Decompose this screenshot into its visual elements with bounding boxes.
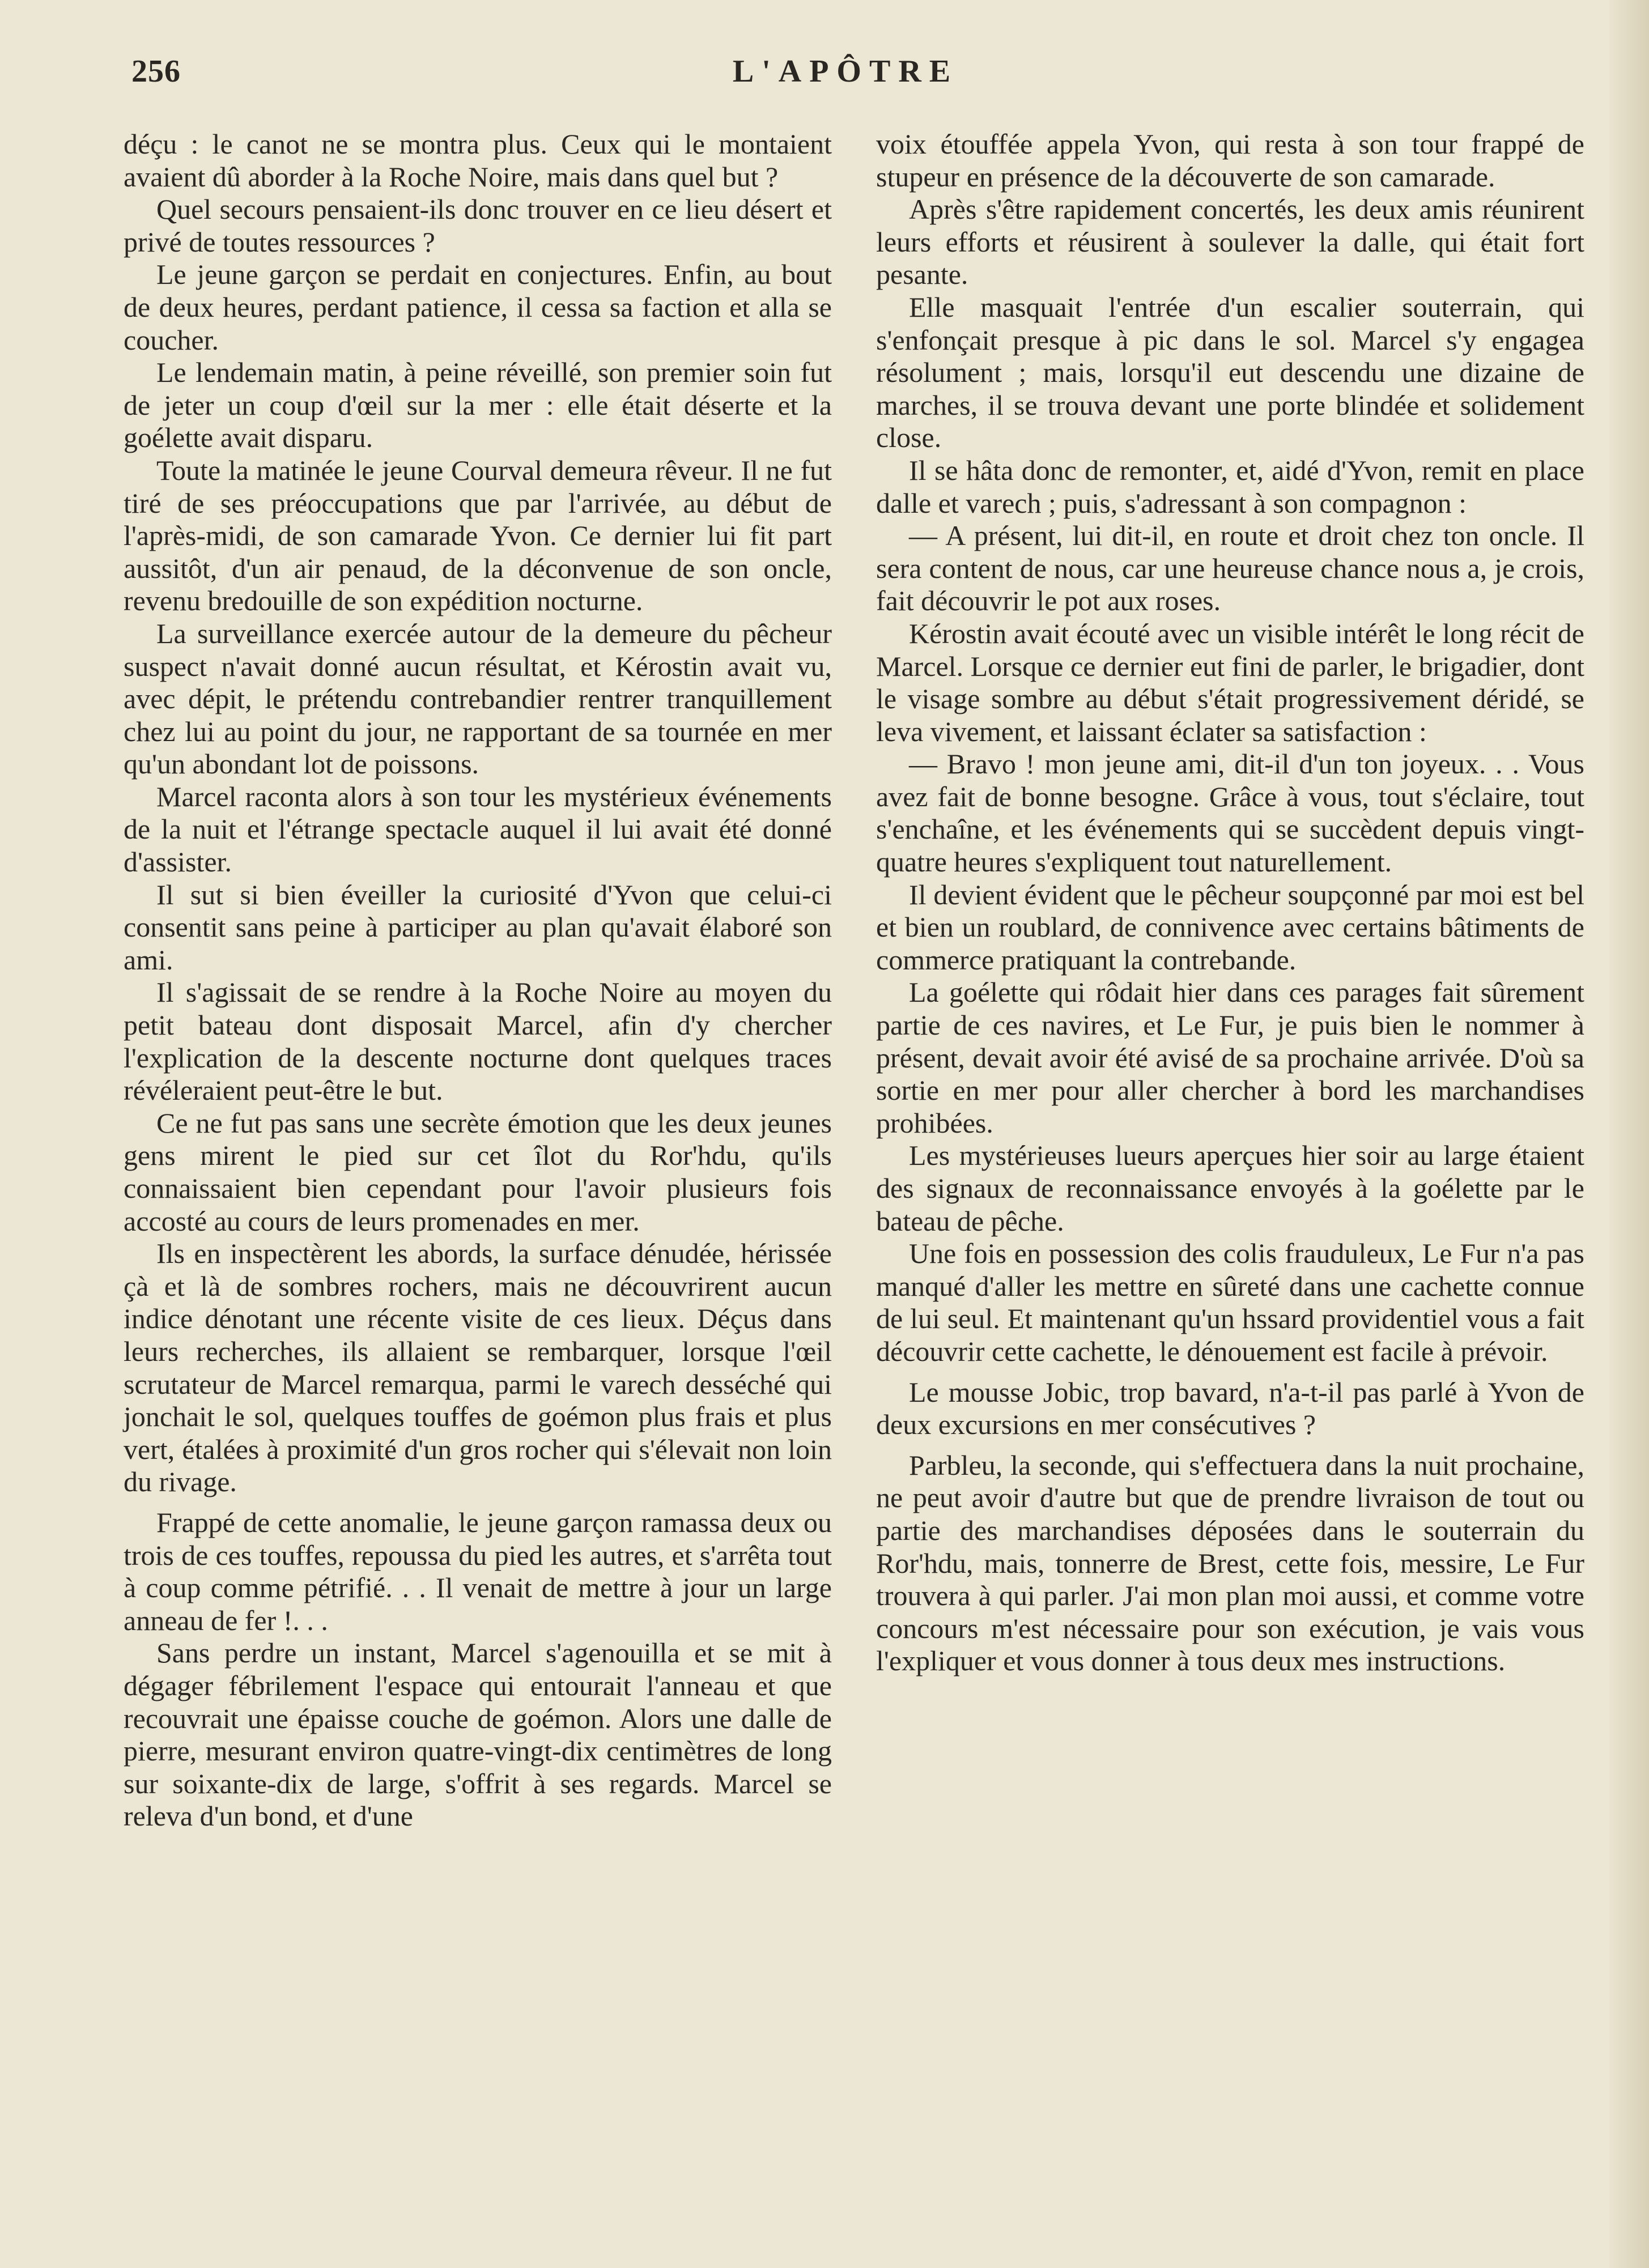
paragraph: Ce ne fut pas sans une secrète émotion que les deux jeunes gens mirent le pied sur cet îlot du Ror'hdu, qu'ils connaissaient bien cependant pour l'avoir plusieurs fois accosté au cours de leurs promenades en mer. (124, 1107, 832, 1237)
left-column (124, 128, 832, 1833)
paragraph: Il se hâta donc de remonter, et, aidé d'Yvon, remit en place dalle et varech ; puis, s'adressant à son compagnon : (876, 454, 1584, 519)
dialogue-paragraph: — A présent, lui dit-il, en route et droit chez ton oncle. Il sera content de nous, car une heureuse chance nous a, je crois, fait découvrir le pot aux roses. (876, 520, 1584, 617)
right-column (876, 128, 1584, 1678)
paragraph: Une fois en possession des colis frauduleux, Le Fur n'a pas manqué d'aller les mettre en sûreté dans une cachette connue de lui seul. Et maintenant qu'un hssard providentiel vous a fait découvrir cette cachette, le dénouement est facile à prévoir. (876, 1237, 1584, 1367)
paragraph: Le lendemain matin, à peine réveillé, son premier soin fut de jeter un coup d'œil sur la mer : elle était déserte et la goélette avait disparu. (124, 356, 832, 454)
paragraph: Le mousse Jobic, trop bavard, n'a-t-il pas parlé à Yvon de deux excursions en mer consécutives ? (876, 1376, 1584, 1441)
paragraph: La surveillance exercée autour de la demeure du pêcheur suspect n'avait donné aucun résultat, et Kérostin avait vu, avec dépit, le prétendu contrebandier rentrer tranquillement chez lui au point du jour, ne rapportant de sa tournée en mer qu'un abondant lot de poissons. (124, 617, 832, 780)
page-header (131, 50, 1559, 101)
paragraph: Ils en inspectèrent les abords, la surface dénudée, hérissée çà et là de sombres rochers, mais ne découvrirent aucun indice dénotant une récente visite de ces lieux. Déçus dans leurs recherches, ils allaient se rembarquer, lorsque l'œil scrutateur de Marcel remarqua, parmi le varech desséché qui jonchait le sol, quelques touffes de goémon plus frais et plus vert, étalées à proximité d'un gros rocher qui s'élevait non loin du rivage. (124, 1237, 832, 1498)
paragraph: Quel secours pensaient-ils donc trouver en ce lieu désert et privé de toutes ressources ? (124, 193, 832, 258)
paragraph: Les mystérieuses lueurs aperçues hier soir au large étaient des signaux de reconnaissance envoyés à la goélette par le bateau de pêche. (876, 1139, 1584, 1237)
paragraph: Il s'agissait de se rendre à la Roche Noire au moyen du petit bateau dont disposait Marcel, afin d'y chercher l'explication de la descente nocturne dont quelques traces révéleraient peut-être le but. (124, 976, 832, 1107)
page-edge-shadow (1609, 0, 1649, 2268)
paragraph: Parbleu, la seconde, qui s'effectuera dans la nuit prochaine, ne peut avoir d'autre but que de prendre livraison de tout ou partie des marchandises déposées dans le souterrain du Ror'hdu, mais, tonnerre de Brest, cette fois, messire, Le Fur trouvera à qui parler. J'ai mon plan moi aussi, et comme votre concours m'est nécessaire pour son exécution, je vais vous l'expliquer et vous donner à tous deux mes instructions. (876, 1449, 1584, 1677)
dialogue-paragraph: — Bravo ! mon jeune ami, dit-il d'un ton joyeux. . . Vous avez fait de bonne besogne. Grâce à vous, tout s'éclaire, tout s'enchaîne, et les événements qui se succèdent depuis vingt-quatre heures s'expliquent tout naturellement. (876, 748, 1584, 878)
paragraph: Elle masquait l'entrée d'un escalier souterrain, qui s'enfonçait presque à pic dans le sol. Marcel s'y engagea résolument ; mais, lorsqu'il eut descendu une dizaine de marches, il se trouva devant une porte blindée et solidement close. (876, 291, 1584, 454)
paragraph: Kérostin avait écouté avec un visible intérêt le long récit de Marcel. Lorsque ce dernier eut fini de parler, le brigadier, dont le visage sombre au début s'était progressivement déridé, se leva vivement, et laissant éclater sa satisfaction : (876, 617, 1584, 747)
paragraph: La goélette qui rôdait hier dans ces parages fait sûrement partie de ces navires, et Le Fur, je puis bien le nommer à présent, devait avoir été avisé de sa prochaine arrivée. D'où sa sortie en mer pour aller chercher à bord les marchandises prohibées. (876, 976, 1584, 1139)
paragraph: Frappé de cette anomalie, le jeune garçon ramassa deux ou trois de ces touffes, repoussa du pied les autres, et s'arrêta tout à coup comme pétrifié. . . Il venait de mettre à jour un large anneau de fer !. . . (124, 1506, 832, 1636)
page-number: 256 (131, 54, 181, 89)
running-title: L'APÔTRE (732, 54, 959, 89)
paragraph: Il sut si bien éveiller la curiosité d'Yvon que celui-ci consentit sans peine à participer au plan qu'avait élaboré son ami. (124, 878, 832, 976)
paragraph: déçu : le canot ne se montra plus. Ceux qui le montaient avaient dû aborder à la Roche Noire, mais dans quel but ? (124, 128, 832, 193)
paragraph: Toute la matinée le jeune Courval demeura rêveur. Il ne fut tiré de ses préoccupations que par l'arrivée, au début de l'après-midi, de son camarade Yvon. Ce dernier lui fit part aussitôt, d'un air penaud, de la déconvenue de son oncle, revenu bredouille de son expédition nocturne. (124, 454, 832, 617)
paragraph: Sans perdre un instant, Marcel s'agenouilla et se mit à dégager fébrilement l'espace qui entourait l'anneau et que recouvrait une épaisse couche de goémon. Alors une dalle de pierre, mesurant environ quatre-vingt-dix centimètres de long sur soixante-dix de large, s'offrit à ses regards. Marcel se releva d'un bond, et d'une (124, 1637, 832, 1832)
paragraph: Le jeune garçon se perdait en conjectures. Enfin, au bout de deux heures, perdant patience, il cessa sa faction et alla se coucher. (124, 258, 832, 356)
paragraph: Marcel raconta alors à son tour les mystérieux événements de la nuit et l'étrange spectacle auquel il lui avait été donné d'assister. (124, 780, 832, 878)
paragraph: voix étouffée appela Yvon, qui resta à son tour frappé de stupeur en présence de la découverte de son camarade. (876, 128, 1584, 193)
paragraph: Après s'être rapidement concertés, les deux amis réunirent leurs efforts et réusirent à soulever la dalle, qui était fort pesante. (876, 193, 1584, 291)
paragraph: Il devient évident que le pêcheur soupçonné par moi est bel et bien un roublard, de connivence avec certains bâtiments de commerce pratiquant la contrebande. (876, 878, 1584, 976)
